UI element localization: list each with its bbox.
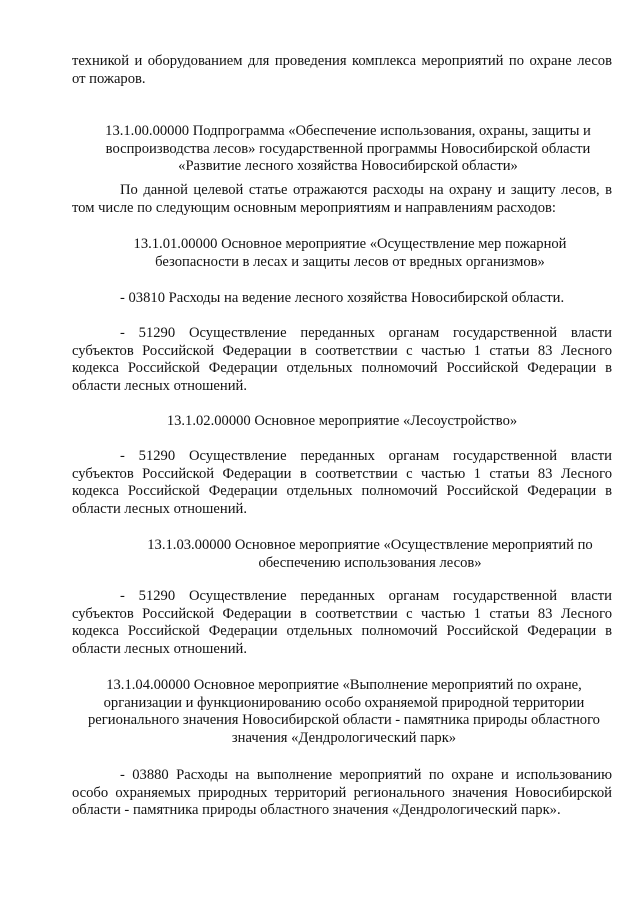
measure-1-item-2: - 51290 Осуществление переданных органам государственной власти субъектов Российской Федерации в соответствии с частью 1 статьи 83 Лесного кодекса Российской Федерации отдельных полномочий Российской Федерации в области лесных отношений. [72,325,612,394]
measure-3-item-1: - 51290 Осуществление переданных органам государственной власти субъектов Российской Федерации в соответствии с частью 1 статьи 83 Лесного кодекса Российской Федерации отдельных полномочий Российской Федерации в области лесных отношений. [72,588,612,657]
continuation-paragraph: техникой и оборудованием для проведения комплекса мероприятий по охране лесов от пожаров. [72,53,612,87]
subprogram-heading: 13.1.00.00000 Подпрограмма «Обеспечение использования, охраны, защиты и воспроизводства лесов» государственной программы Новосибирской области «Развитие лесного хозяйства Новосибирской области» [105,123,591,174]
measure-heading-2: 13.1.02.00000 Основное мероприятие «Лесоустройство» [166,413,518,429]
measure-2-item-1: - 51290 Осуществление переданных органам государственной власти субъектов Российской Федерации в соответствии с частью 1 статьи 83 Лесного кодекса Российской Федерации отдельных полномочий Российской Федерации в области лесных отношений. [72,448,612,517]
measure-1-item-1: - 03810 Расходы на ведение лесного хозяйства Новосибирской области. [120,290,565,306]
intro-paragraph: По данной целевой статье отражаются расходы на охрану и защиту лесов, в том числе по следующим основным мероприятиям и направлениям расходов: [72,182,612,216]
measure-heading-3: 13.1.03.00000 Основное мероприятие «Осуществление мероприятий по обеспечению использования лесов» [147,537,593,571]
measure-heading-4: 13.1.04.00000 Основное мероприятие «Выполнение мероприятий по охране, организации и функционированию особо охраняемой природной территории регионального значения Новосибирской области - памятника природы областного значения «Дендрологический парк» [88,677,600,746]
measure-4-item-1: - 03880 Расходы на выполнение мероприятий по охране и использованию особо охраняемых природных территорий регионального значения Новосибирской области - памятника природы областного значения «Дендрологический парк». [72,767,612,818]
measure-heading-1: 13.1.01.00000 Основное мероприятие «Осуществление мер пожарной безопасности в лесах и защиты лесов от вредных организмов» [133,236,567,270]
